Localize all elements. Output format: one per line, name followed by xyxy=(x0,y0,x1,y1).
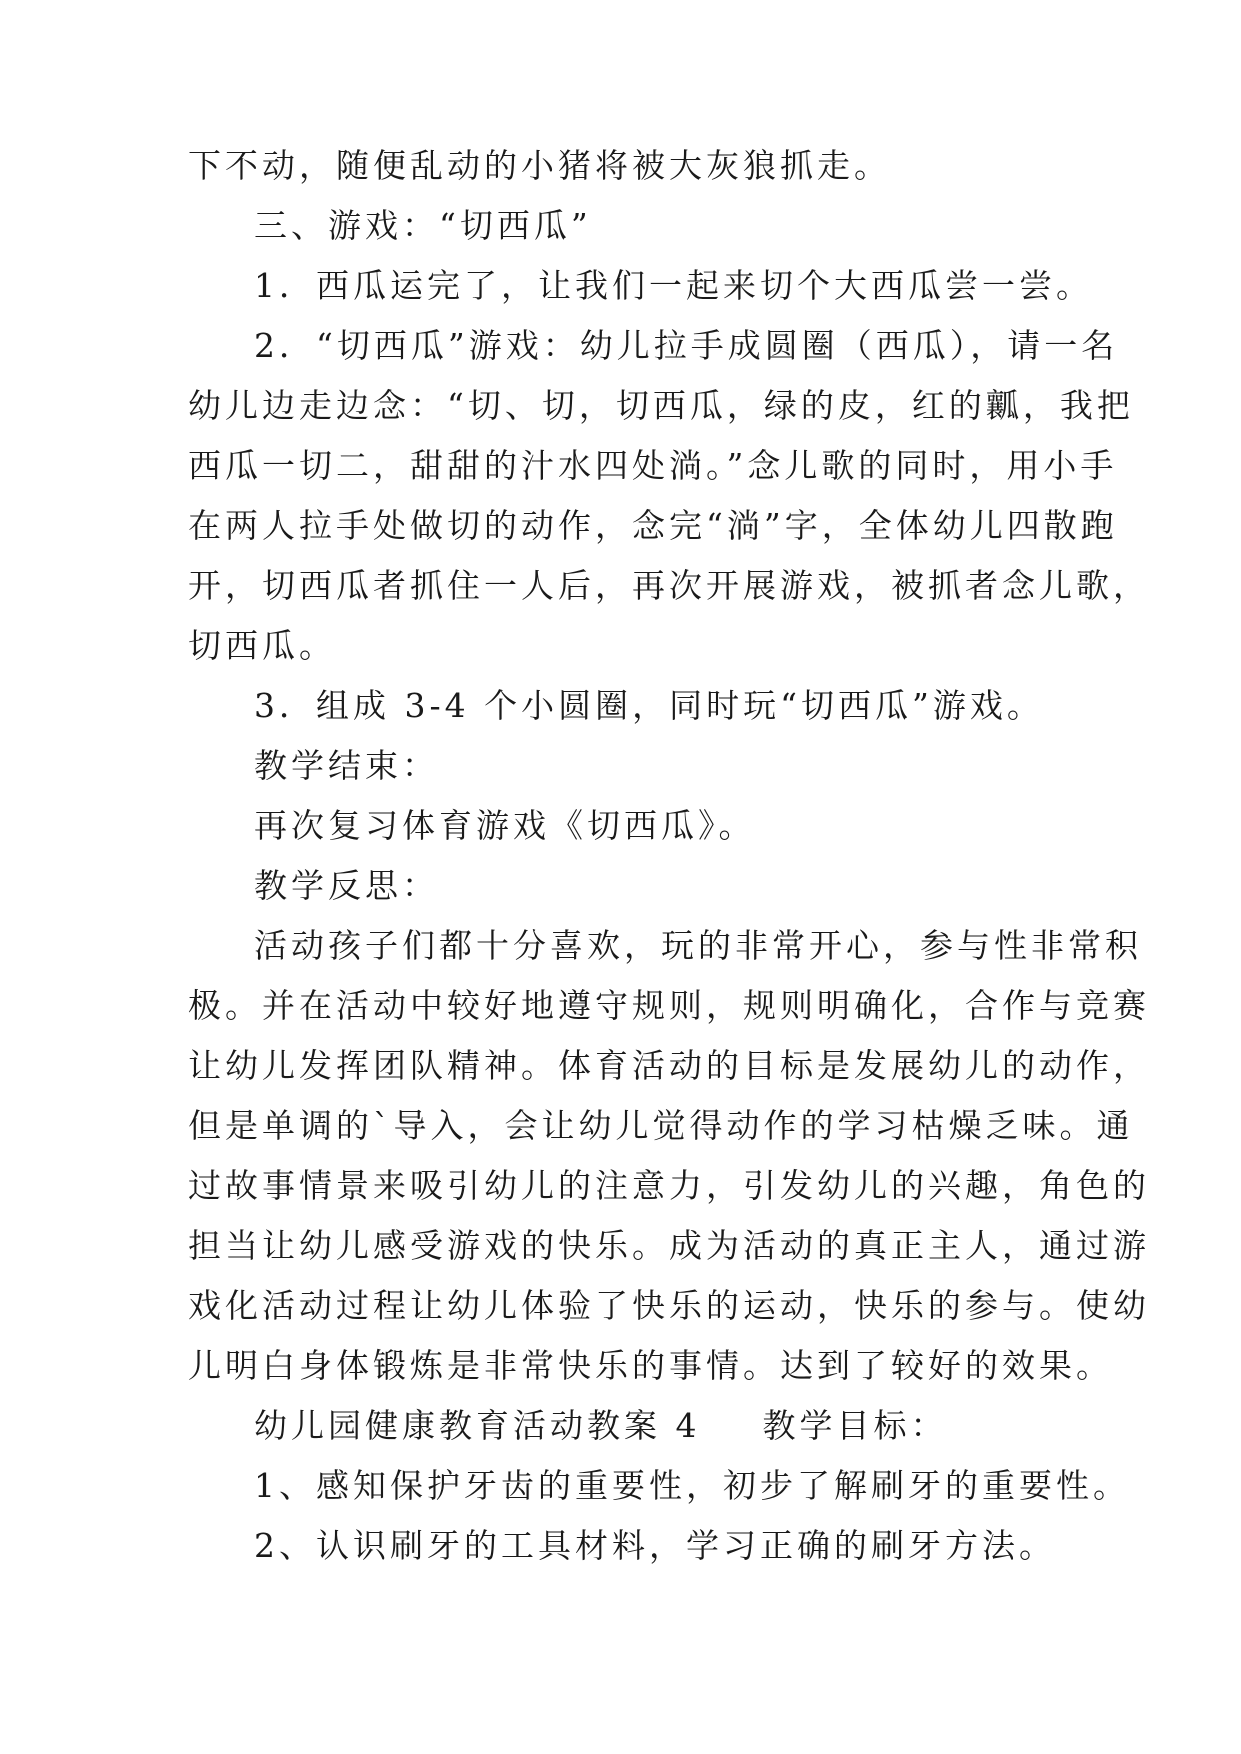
heading-line xyxy=(254,1406,1068,1446)
text-line: 3．组成 3-4 个小圆圈，同时玩“切西瓜”游戏。 xyxy=(254,686,1044,725)
text-line: 再次复习体育游戏《切西瓜》。 xyxy=(254,806,756,845)
text-line: 担当让幼儿感受游戏的快乐。成为活动的真正主人，通过游 xyxy=(188,1226,1150,1265)
text-line: 让幼儿发挥团队精神。体育活动的目标是发展幼儿的动作， xyxy=(188,1046,1150,1085)
text-line: 儿明白身体锻炼是非常快乐的事情。达到了较好的效果。 xyxy=(188,1346,1113,1385)
text-line: 西瓜一切二，甜甜的汁水四处淌。”念儿歌的同时，用小手 xyxy=(188,446,1118,485)
section-heading: 教学目标： xyxy=(762,1406,948,1445)
text-line: 1．西瓜运完了，让我们一起来切个大西瓜尝一尝。 xyxy=(254,266,1093,305)
section-heading: 教学反思： xyxy=(254,866,439,905)
section-heading: 三、游戏：“切西瓜” xyxy=(254,206,592,245)
text-line: 切西瓜。 xyxy=(188,626,336,665)
text-line: 幼儿边走边念：“切、切，切西瓜，绿的皮，红的瓤，我把 xyxy=(188,386,1134,425)
text-line: 极。并在活动中较好地遵守规则，规则明确化，合作与竞赛 xyxy=(188,986,1150,1025)
text-line: 在两人拉手处做切的动作，念完“淌”字，全体幼儿四散跑 xyxy=(188,506,1118,545)
text-line: 开，切西瓜者抓住一人后，再次开展游戏，被抓者念儿歌， xyxy=(188,566,1150,605)
text-line: 活动孩子们都十分喜欢，玩的非常开心，参与性非常积 xyxy=(254,926,1142,965)
lesson-title: 幼儿园健康教育活动教案 4 xyxy=(254,1406,701,1445)
section-heading: 教学结束： xyxy=(254,746,439,785)
text-line: 戏化活动过程让幼儿体验了快乐的运动，快乐的参与。使幼 xyxy=(188,1286,1150,1325)
text-line: 下不动，随便乱动的小猪将被大灰狼抓走。 xyxy=(188,146,891,185)
text-line: 1、感知保护牙齿的重要性，初步了解刷牙的重要性。 xyxy=(254,1466,1130,1505)
text-line: 但是单调的`导入，会让幼儿觉得动作的学习枯燥乏味。通 xyxy=(188,1106,1134,1145)
text-line: 2．“切西瓜”游戏：幼儿拉手成圆圈（西瓜），请一名 xyxy=(254,326,1119,365)
text-line: 2、认识刷牙的工具材料，学习正确的刷牙方法。 xyxy=(254,1526,1056,1565)
text-line: 过故事情景来吸引幼儿的注意力，引发幼儿的兴趣，角色的 xyxy=(188,1166,1150,1205)
